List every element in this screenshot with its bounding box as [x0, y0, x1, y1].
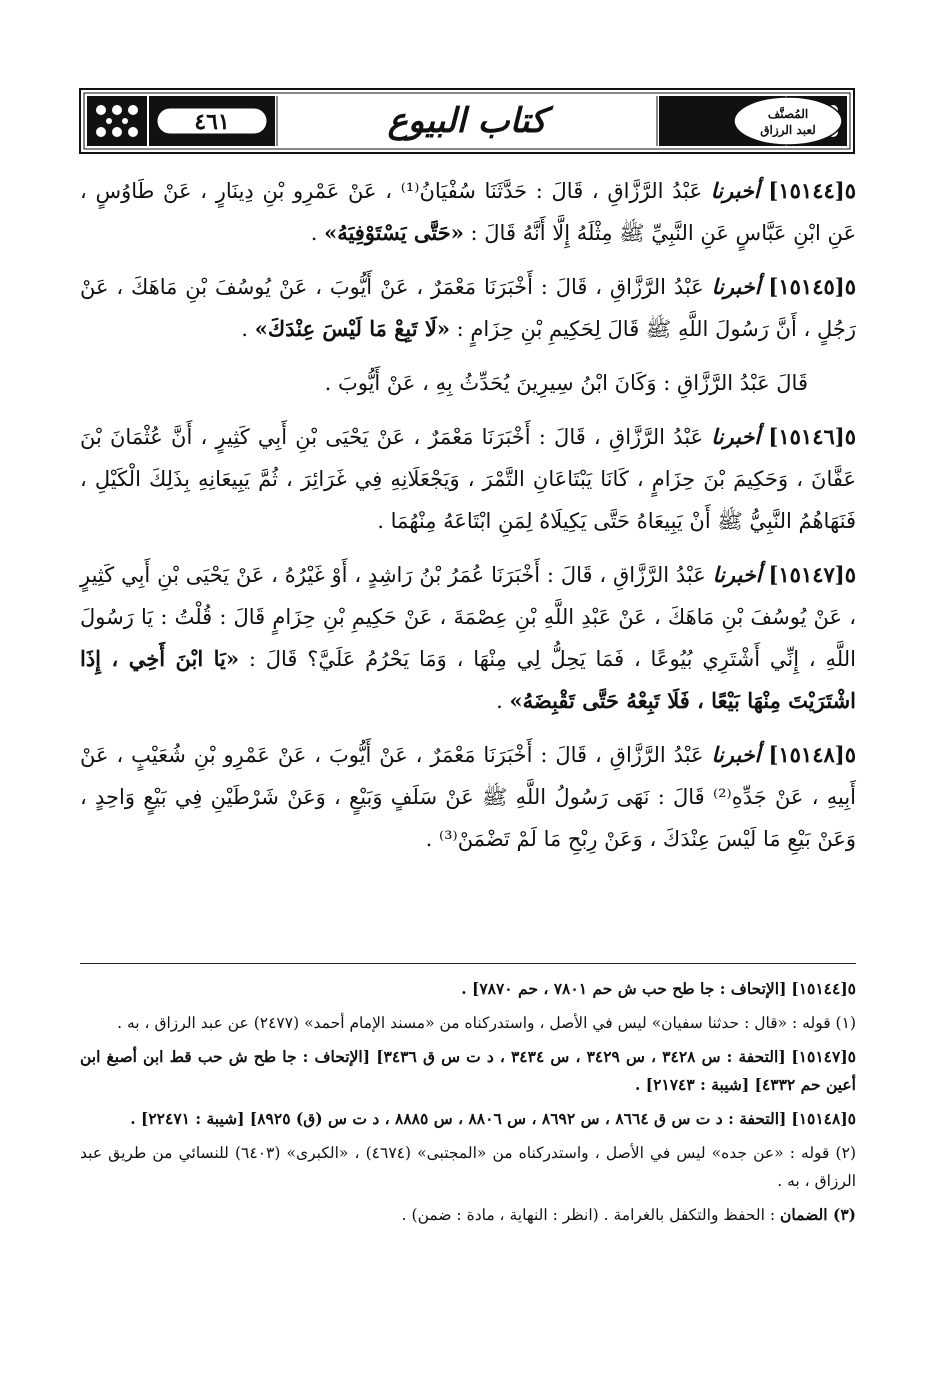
hadith-chain: عَبْدُ الرَّزَّاقِ ، قَالَ : حَدَّثَنَا سُفْيَانُ⁽¹⁾ ، عَنْ عَمْرِو بْنِ دِينَارٍ ، عَنْ طَاوُسٍ ، عَنِ ابْنِ عَبَّاسٍ عَنِ النَّبِيِّ ﷺ مِثْلَهُ إِلَّا أَنَّهُ قَالَ : [80, 179, 856, 245]
narration-word: أخبرنا [711, 424, 761, 449]
narration-word: أخبرنا [711, 274, 761, 299]
hadith-15147 [80, 554, 856, 722]
footnote-3 [80, 1201, 856, 1229]
hadith-chain: عَبْدُ الرَّزَّاقِ ، قَالَ : أَخْبَرَنَا مَعْمَرٌ ، عَنْ أَيُّوبَ ، عَنْ عَمْرِو بْنِ شُعَيْبٍ ، عَنْ أَبِيهِ ، عَنْ جَدِّهِ⁽²⁾ قَالَ : نَهَى رَسُولُ اللَّهِ ﷺ عَنْ سَلَفٍ وَبَيْعٍ ، وَعَنْ شَرْطَيْنِ فِي بَيْعٍ وَاحِدٍ ، وَعَنْ بَيْعِ مَا لَيْسَ عِنْدَكَ ، وَعَنْ رِبْحِ مَا لَمْ تَضْمَنْ⁽³⁾ . [80, 743, 856, 851]
hadith-quote: «لَا تَبِعْ مَا لَيْسَ عِنْدَكَ» [254, 316, 450, 341]
footnotes [80, 975, 856, 1235]
book-name-line1: المُصنَّف [767, 107, 809, 121]
footnote-2: (٢) قوله : «عن جده» ليس في الأصل ، واستدركناه من «المجتبى» (٤٦٧٤) ، «الكبرى» (٦٤٠٣) للنسائي من طريق عبد الرزاق ، به . [80, 1144, 856, 1190]
footnote-1: (١) قوله : «قال : حدثنا سفيان» ليس في الأصل ، واستدركناه من «مسند الإمام أحمد» (٢٤٧٧) عن عبد الرزاق ، به . [117, 1014, 856, 1032]
hadith-quote: «يَا ابْنَ أَخِي ، إِذَا اشْتَرَيْتَ مِنْهَا بَيْعًا ، فَلَا تَبِعْهُ حَتَّى تَقْبِضَهُ» [80, 646, 856, 713]
hadith-chain: عَبْدُ الرَّزَّاقِ ، قَالَ : أَخْبَرَنَا مَعْمَرٌ ، عَنْ أَيُّوبَ ، عَنْ يُوسُفَ بْنِ مَاهَكَ ، عَنْ رَجُلٍ ، أَنَّ رَسُولَ اللَّهِ ﷺ قَالَ لِحَكِيمِ بْنِ حِزَامٍ : [80, 275, 856, 341]
page-header [79, 88, 855, 154]
footnote-ref: ٥[١٥١٤٤] [791, 979, 856, 998]
footnote-text: [الإتحاف : جا طح حب ش حم ٧٨٠١ ، حم ٧٨٧٠] . [461, 979, 787, 998]
hadith-end: . [496, 689, 510, 713]
hadith-number: ٥[١٥١٤٧] [768, 562, 857, 587]
hadith-chain: عَبْدُ الرَّزَّاقِ ، قَالَ : أَخْبَرَنَا عُمَرُ بْنُ رَاشِدٍ ، أَوْ غَيْرُهُ ، عَنْ يَحْيَى بْنِ أَبِي كَثِيرٍ ، عَنْ يُوسُفَ بْنِ مَاهَكَ ، عَنْ عَبْدِ اللَّهِ بْنِ عِصْمَةَ ، عَنْ حَكِيمِ بْنِ حِزَامٍ قَالَ : قُلْتُ : يَا رَسُولَ اللَّهِ ، إِنِّي أَشْتَرِي بُيُوعًا ، فَمَا يَحِلُّ لِي مِنْهَا ، وَمَا يَحْرُمُ عَلَيَّ؟ قَالَ : [80, 563, 856, 671]
book-name-line2: لعبد الرزاق [760, 123, 816, 137]
hadith-15144 [80, 170, 856, 254]
hadith-number: ٥[١٥١٤٦] [768, 424, 856, 449]
hadith-15145 [80, 266, 856, 350]
book-name [739, 102, 837, 142]
footnote-ref: ٥[١٥١٤٧] [791, 1047, 856, 1066]
hadith-number: ٥[١٥١٤٨] [768, 742, 856, 767]
footnote-ref: ٥[١٥١٤٨] [791, 1109, 856, 1128]
footnote-15148 [80, 1105, 856, 1133]
hadith-end: . [310, 221, 325, 245]
hadith-chain: عَبْدُ الرَّزَّاقِ ، قَالَ : أَخْبَرَنَا مَعْمَرٌ ، عَنْ يَحْيَى بْنِ أَبِي كَثِيرٍ ، أَنَّ عُثْمَانَ بْنَ عَفَّانَ ، وَحَكِيمَ بْنَ حِزَامٍ ، كَانَا يَبْتَاعَانِ التَّمْرَ ، وَيَجْعَلَانِهِ فِي غَرَائِرَ ، ثُمَّ يَبِيعَانِهِ بِذَلِكَ الْكَيْلِ ، فَنَهَاهُمُ النَّبِيُّ ﷺ أَنْ يَبِيعَاهُ حَتَّى يَكِيلَاهُ لِمَنِ ابْتَاعَهُ مِنْهُمَا . [80, 425, 856, 533]
hadith-number: ٥[١٥١٤٤] [768, 178, 856, 203]
main-text [80, 170, 856, 872]
chapter-title: كتاب البيوع [387, 101, 547, 141]
hadith-quote: «حَتَّى يَسْتَوْفِيَهُ» [324, 220, 464, 245]
footnote-text: [التحفة : د ت س ق ٨٦٦٤ ، س ٨٦٩٢ ، س ٨٨٠٦ ، س ٨٨٨٥ ، د ت س (ق) ٨٩٢٥] [شيبة : ٢٢٤٧١] . [130, 1109, 787, 1128]
footnote-term: (٣) الضمان [780, 1205, 856, 1224]
page-number: ٤٦١ [194, 109, 230, 135]
hadith-15145-comment: قَالَ عَبْدُ الرَّزَّاقِ : وَكَانَ ابْنُ سِيرِينَ يُحَدِّثُ بِهِ ، عَنْ أَيُّوبَ . [324, 371, 808, 395]
hadith-15146 [80, 416, 856, 542]
footnote-15147 [80, 1043, 856, 1099]
footnote-text: [التحفة : س ٣٤٢٨ ، س ٣٤٢٩ ، س ٣٤٣٤ ، د ت س ق ٣٤٣٦] [الإتحاف : جا طح ش حب قط ابن أصبغ ابن أعين حم ٤٣٣٢] [شيبة : ٢١٧٤٣] . [80, 1047, 856, 1094]
hadith-number: ٥[١٥١٤٥] [768, 274, 856, 299]
hadith-15148 [80, 734, 856, 860]
narration-word: أخبرنا [711, 742, 761, 767]
narration-word: أخبرنا [710, 178, 760, 203]
footnote-text: : الحفظ والتكفل بالغرامة . (انظر : النهاية ، مادة : ضمن) . [401, 1206, 776, 1224]
hadith-end: . [241, 317, 255, 341]
footnote-divider [80, 963, 856, 964]
footnote-15144 [80, 975, 856, 1003]
narration-word: أخبرنا [712, 562, 762, 587]
